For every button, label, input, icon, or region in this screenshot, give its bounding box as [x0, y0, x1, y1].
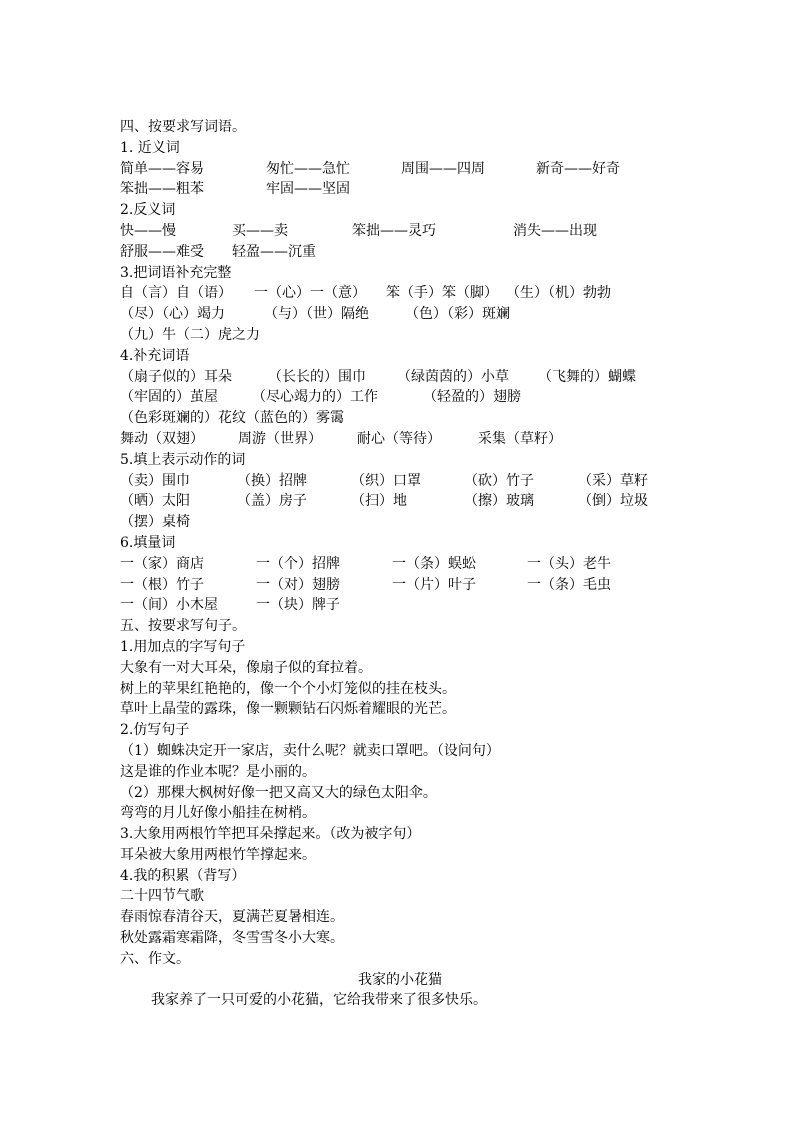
section-4-heading: 四、按要求写词语。	[120, 119, 246, 135]
phrase: （换）招牌	[237, 472, 307, 489]
antonym-pair: 消失——出现	[513, 222, 597, 239]
phrase: 一（家）商店	[120, 555, 204, 572]
sentence: （1）蜘蛛决定开一家店，卖什么呢？就卖口罩吧。（设问句）	[120, 742, 500, 759]
idiom: 一（心）一（意）	[254, 285, 366, 302]
phrase: 一（片）叶子	[392, 576, 476, 593]
sentence: 大象有一对大耳朵，像扇子似的耷拉着。	[120, 659, 372, 676]
sentence: 树上的苹果红艳艳的，像一个个小灯笼似的挂在枝头。	[120, 680, 456, 697]
phrase: （扇子似的）耳朵	[120, 368, 232, 385]
synonym-pair: 简单——容易	[120, 160, 204, 177]
poem-line: 秋处露霜寒霜降，冬雪雪冬小大寒。	[120, 930, 344, 947]
synonym-row-1	[120, 159, 680, 180]
phrase: （长长的）围巾	[268, 368, 366, 385]
complete-row-1	[120, 283, 680, 304]
antonym-pair: 轻盈——沉重	[232, 243, 316, 260]
q4-title: 4.补充词语	[120, 347, 190, 364]
measure-row-3	[120, 595, 680, 616]
idiom: （九）牛（二）虎之力	[120, 326, 260, 343]
phrase: 一（个）招牌	[256, 555, 340, 572]
q5-title: 5.填上表示动作的词	[120, 451, 246, 468]
phrase: （摆）桌椅	[120, 514, 190, 531]
phrase: 周游（世界）	[238, 430, 322, 447]
antonym-row-1	[120, 221, 680, 242]
phrase: （织）口罩	[351, 472, 421, 489]
document-content	[120, 117, 680, 1011]
s5-q4-title: 4.我的积累（背写）	[120, 867, 246, 884]
action-row-2	[120, 491, 680, 512]
supplement-row-4	[120, 429, 680, 450]
supplement-row-3	[120, 408, 680, 429]
supplement-row-2	[120, 387, 680, 408]
phrase: （轻盈的）翅膀	[423, 389, 521, 406]
q2-title: 2.反义词	[120, 202, 176, 219]
phrase: 舞动（双翅）	[120, 430, 204, 447]
idiom: （生）（机）勃勃	[506, 285, 611, 302]
q1-title: 1. 近义词	[120, 139, 180, 156]
antonym-pair: 笨拙——灵巧	[352, 222, 436, 239]
s5-q2-title: 2.仿写句子	[120, 722, 190, 739]
action-row-3	[120, 512, 680, 533]
sentence: 弯弯的月儿好像小船挂在树梢。	[120, 805, 316, 822]
synonym-pair: 匆忙——急忙	[266, 160, 350, 177]
synonym-pair: 牢固——坚固	[266, 181, 350, 198]
antonym-pair: 舒服——难受	[120, 243, 204, 260]
sentence: （2）那棵大枫树好像一把又高又大的绿色太阳伞。	[120, 784, 437, 801]
phrase: 一（头）老牛	[527, 555, 611, 572]
phrase: 一（间）小木屋	[120, 597, 218, 614]
sentence: 草叶上晶莹的露珠，像一颗颗钻石闪烁着耀眼的光芒。	[120, 701, 456, 718]
sentence: 这是谁的作业本呢？是小丽的。	[120, 763, 316, 780]
phrase: 一（条）毛虫	[527, 576, 611, 593]
antonym-pair: 快——慢	[120, 222, 176, 239]
phrase: （扫）地	[351, 493, 407, 510]
phrase: （绿茵茵的）小草	[397, 368, 509, 385]
measure-row-2	[120, 575, 680, 596]
phrase: （晒）太阳	[120, 493, 190, 510]
phrase: （采）草籽	[578, 472, 648, 489]
s5-q3-title: 3.大象用两根竹竿把耳朵撑起来。（改为被字句）	[120, 826, 421, 843]
phrase: （擦）玻璃	[464, 493, 534, 510]
phrase: 耐心（等待）	[357, 430, 441, 447]
q6-title: 6.填量词	[120, 534, 176, 551]
idiom: 自（言）自（语）	[120, 285, 232, 302]
phrase: 一（根）竹子	[120, 576, 204, 593]
sentence: 耳朵被大象用两根竹竿撑起来。	[120, 846, 316, 863]
phrase: 采集（草籽）	[478, 430, 562, 447]
idiom: （与）（世）隔绝	[264, 306, 369, 323]
complete-row-3	[120, 325, 680, 346]
s5-q1-title: 1.用加点的字写句子	[120, 638, 246, 655]
antonym-pair: 买——卖	[232, 222, 288, 239]
phrase: （砍）竹子	[464, 472, 534, 489]
supplement-row-1	[120, 367, 680, 388]
phrase: （牢固的）茧屋	[120, 389, 218, 406]
synonym-pair: 周围——四周	[401, 160, 485, 177]
idiom: （色）（彩）斑斓	[405, 306, 510, 323]
phrase: 一（对）翅膀	[256, 576, 340, 593]
poem-line: 春雨惊春清谷天，夏满芒夏暑相连。	[120, 909, 344, 926]
phrase: （盖）房子	[237, 493, 307, 510]
antonym-row-2	[120, 242, 680, 263]
poem-title: 二十四节气歌	[120, 888, 204, 905]
synonym-row-2	[120, 179, 680, 200]
complete-row-2	[120, 304, 680, 325]
phrase: 一（块）牌子	[256, 597, 340, 614]
phrase: （卖）围巾	[120, 472, 190, 489]
idiom: （尽）（心）竭力	[120, 306, 225, 323]
phrase: 一（条）蜈蚣	[392, 555, 476, 572]
section-5-heading: 五、按要求写句子。	[120, 618, 246, 635]
idiom: 笨（手）笨（脚）	[386, 285, 498, 302]
synonym-pair: 笨拙——粗苯	[120, 181, 204, 198]
phrase: （尽心竭力的）工作	[252, 389, 378, 406]
phrase: （色彩斑斓的）花纹（蓝色的）雾霭	[120, 410, 344, 427]
phrase: （倒）垃圾	[578, 493, 648, 510]
q3-title: 3.把词语补充完整	[120, 264, 232, 281]
action-row-1	[120, 471, 680, 492]
essay-title: 我家的小花猫	[358, 971, 442, 988]
section-6-heading: 六、作文。	[120, 950, 190, 967]
essay-first-line: 我家养了一只可爱的小花猫，它给我带来了很多快乐。	[151, 992, 487, 1009]
synonym-pair: 新奇——好奇	[536, 160, 620, 177]
measure-row-1	[120, 554, 680, 575]
phrase: （飞舞的）蝴蝶	[538, 368, 636, 385]
